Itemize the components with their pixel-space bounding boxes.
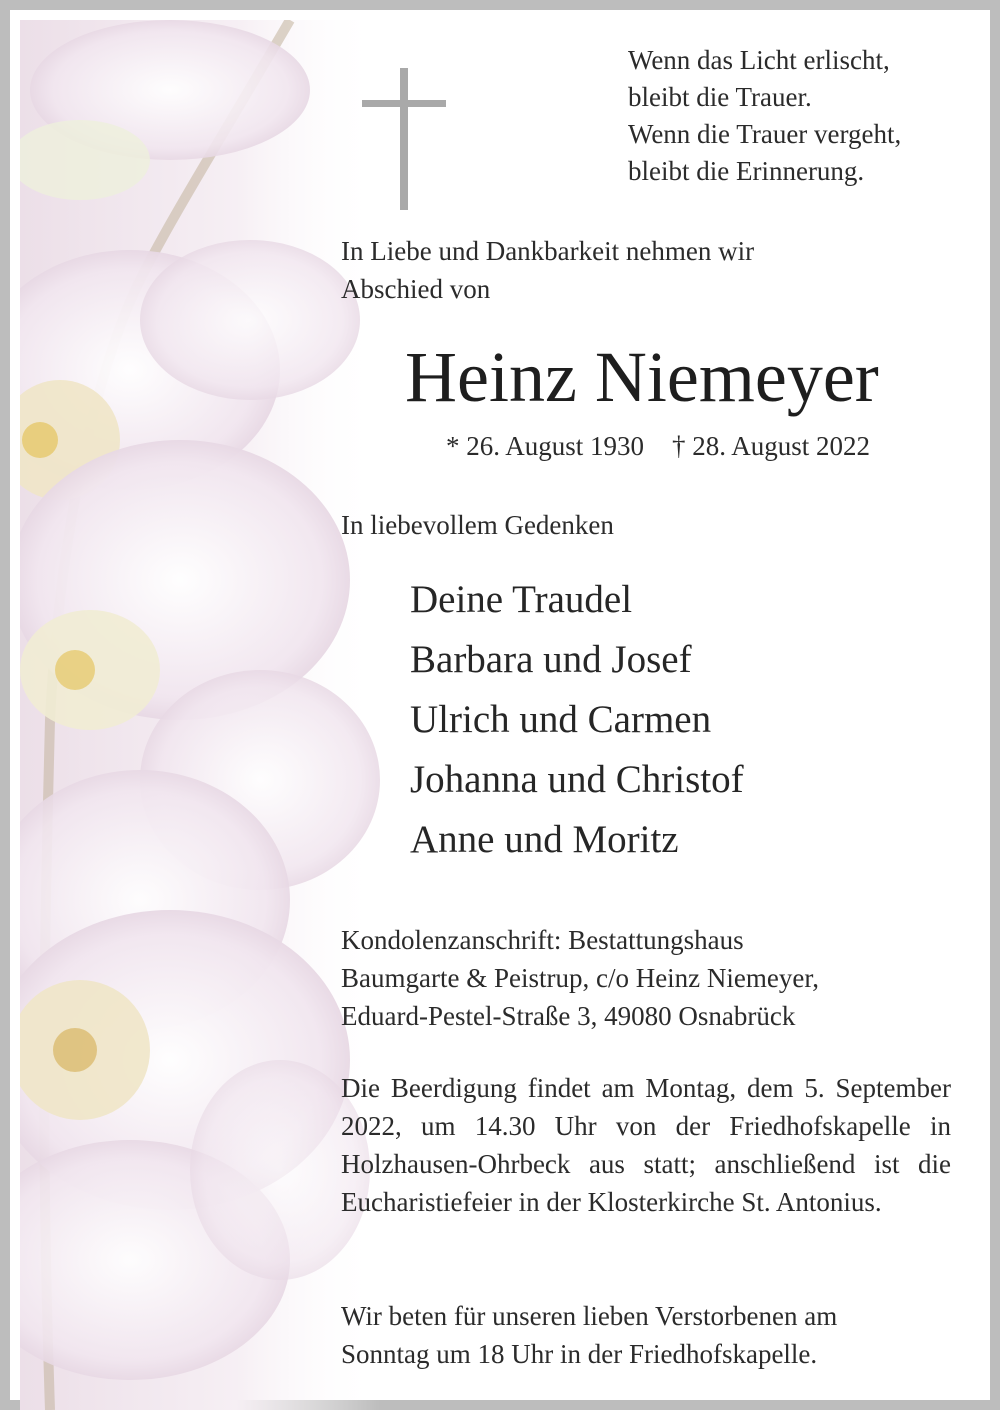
death-date: † 28. August 2022	[672, 431, 871, 461]
mourner-name: Barbara und Josef	[410, 638, 692, 681]
christian-cross-icon	[362, 68, 446, 210]
mourner-name: Johanna und Christof	[410, 758, 744, 801]
memoriam-line: In liebevollem Gedenken	[341, 510, 614, 540]
poem	[628, 42, 988, 190]
poem-line: Wenn die Trauer vergeht,	[628, 119, 902, 149]
service-line: Wir beten für unseren lieben Verstorbenen am	[341, 1301, 838, 1331]
mourner-name: Deine Traudel	[410, 578, 633, 621]
deceased-name: Heinz Niemeyer	[405, 337, 879, 417]
mourner-name: Anne und Moritz	[410, 818, 679, 861]
condolence-line: Baumgarte & Peistrup, c/o Heinz Niemeyer,	[341, 963, 820, 993]
intro-line: In Liebe und Dankbarkeit nehmen wir	[341, 236, 755, 266]
mourners-list	[410, 570, 744, 870]
orchid-illustration	[20, 20, 380, 1410]
mourner-name: Ulrich und Carmen	[410, 698, 712, 741]
service-line: Sonntag um 18 Uhr in der Friedhofskapelle.	[341, 1339, 818, 1369]
condolence-line: Eduard-Pestel-Straße 3, 49080 Osnabrück	[341, 1001, 796, 1031]
farewell-intro	[341, 232, 961, 308]
poem-line: Wenn das Licht erlischt,	[628, 45, 890, 75]
condolence-address	[341, 921, 951, 1035]
poem-line: bleibt die Trauer.	[628, 82, 812, 112]
prayer-service	[341, 1297, 951, 1373]
life-dates	[446, 428, 870, 464]
poem-line: bleibt die Erinnerung.	[628, 156, 865, 186]
intro-line: Abschied von	[341, 274, 491, 304]
birth-date: * 26. August 1930	[446, 431, 645, 461]
condolence-line: Kondolenzanschrift: Bestattungshaus	[341, 925, 744, 955]
funeral-details: Die Beerdigung findet am Montag, dem 5. September 2022, um 14.30 Uhr von der Friedhofskapelle in Holzhausen-Ohrbeck aus statt; anschließend ist die Eucharistiefeier in der Klosterkirche St. Antonius.	[341, 1073, 951, 1217]
